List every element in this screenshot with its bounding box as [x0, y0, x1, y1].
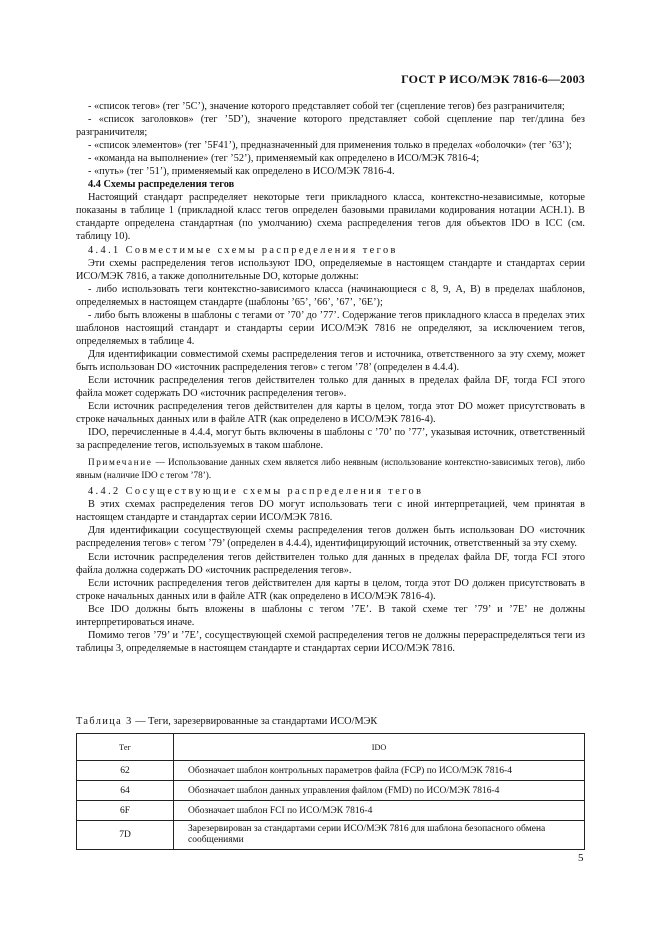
column-header-tag: Тег — [77, 734, 174, 761]
paragraph: Все IDO должны быть вложены в шаблоны с тегом ’7E’. В такой схеме тег ’79’ и ’7E’ не должны интерпретироваться иначе. — [76, 603, 585, 628]
paragraph: - «список тегов» (тег ’5C’), значение которого представляет собой тег (сцепление тегов) без разграничителя; — [88, 101, 565, 112]
reserved-tags-table — [76, 733, 585, 850]
paragraph: Для идентификации совместимой схемы распределения тегов и источника, ответственного за эту схему, может быть использован DO «источник распределения тегов» с тегом ’78’ (определен в 4.4.4). — [76, 348, 585, 373]
tag-cell: 62 — [77, 761, 174, 781]
ido-cell: Зарезервирован за стандартами серии ИСО/МЭК 7816 для шаблона безопасного обмена сообщениями — [174, 821, 585, 850]
note-text: — Использование данных схем является либо неявным (использование контекстно-зависимых тегов), либо явным (наличие IDO с тегом ’78’). — [76, 457, 586, 480]
paragraph: - «список заголовков» (тег ’5D’), значение которого представляет собой сцепление пар тег/длина без разграничителя; — [76, 114, 585, 139]
ido-cell: Обозначает шаблон FCI по ИСО/МЭК 7816-4 — [174, 801, 585, 821]
paragraph: - «команда на выполнение» (тег ’52’), применяемый как определено в ИСО/МЭК 7816-4; — [88, 153, 480, 165]
body-text — [76, 100, 585, 655]
paragraph: IDO, перечисленные в 4.4.4, могут быть включены в шаблоны с ’70’ по ’77’, указывая источник, ответственный за распределение тегов, используемых в таком шаблоне. — [76, 427, 585, 452]
ido-cell: Обозначает шаблон данных управления файлом (FMD) по ИСО/МЭК 7816-4 — [174, 781, 585, 801]
column-header-ido: IDO — [174, 734, 585, 761]
table-row — [77, 821, 585, 850]
paragraph: Если источник распределения тегов действителен для карты в целом, тогда этот DO должен присутствовать в строке начальных данных или в файле ATR (как определено в ИСО/МЭК 7816-4). — [76, 577, 585, 602]
ido-cell: Обозначает шаблон контрольных параметров файла (FCP) по ИСО/МЭК 7816-4 — [174, 761, 585, 781]
paragraph: - «путь» (тег ’51’), применяемый как определено в ИСО/МЭК 7816-4. — [88, 166, 395, 178]
document-header: ГОСТ Р ИСО/МЭК 7816-6—2003 — [401, 72, 585, 86]
section-heading-4-4-1: 4.4.1 Совместимые схемы распределения тегов — [88, 244, 398, 256]
tag-cell: 64 — [77, 781, 174, 801]
tag-cell: 7D — [77, 821, 174, 850]
paragraph: Если источник распределения тегов действителен для карты в целом, тогда этот DO может присутствовать в строке начальных данных или в файле ATR (как определено в ИСО/МЭК 7816-4). — [76, 401, 585, 426]
section-heading-4-4-2: 4.4.2 Сосуществующие схемы распределения тегов — [88, 486, 424, 498]
paragraph: В этих схемах распределения тегов DO могут использовать теги с иной интерпретацией, чем принятая в настоящем стандарте и стандартах серии ИСО/МЭК 7816. — [76, 499, 585, 524]
tag-cell: 6F — [77, 801, 174, 821]
table-caption-text: — Теги, зарезервированные за стандартами ИСО/МЭК — [132, 716, 378, 727]
table-caption-label: Таблица 3 — [76, 716, 133, 727]
table-caption — [76, 716, 377, 727]
paragraph: Если источник распределения тегов действителен только для данных в пределах файла DF, тогда FCI этого файла может содержать DO «источник распределения тегов». — [76, 374, 585, 400]
paragraph: Эти схемы распределения тегов используют IDO, определяемые в настоящем стандарте и стандартах серии ИСО/МЭК 7816, а также дополнительные DO, которые должны: — [76, 257, 585, 282]
page-number: 5 — [578, 852, 584, 864]
section-heading-4-4: 4.4 Схемы распределения тегов — [88, 179, 235, 191]
note-label: Примечание — [88, 457, 153, 468]
paragraph: Настоящий стандарт распределяет некоторые теги прикладного класса, контекстно-независимые, которые показаны в таблице 1 (прикладной класс тегов определен базовыми правилами кодирования нотации АСН.1). В стандарте определена стандартная (по умолчанию) схема распределения тегов для объектов IDO в ICC (см. таблицу 10). — [76, 192, 585, 243]
paragraph: - либо быть вложены в шаблоны с тегами от ’70’ до ’77’. Содержание тегов прикладного класса в пределах этих шаблонов настоящий стандарт и стандарты серии ИСО/МЭК 7816 не определяют, за исключением тегов, определяемых в таблице 4. — [76, 309, 585, 347]
paragraph: - либо использовать теги контекстно-зависимого класса (начинающиеся с 8, 9, A, B) в пределах шаблонов, определяемых в настоящем стандарте (шаблоны ’65’, ’66’, ’67’, ’6E’); — [76, 283, 585, 308]
table-header-row — [77, 734, 585, 761]
table-row — [77, 801, 585, 821]
paragraph: Если источник распределения тегов действителен только для данных в пределах файла DF, тогда FCI этого файла должна содержать DO «источник распределения тегов». — [76, 551, 585, 576]
note — [76, 456, 585, 481]
paragraph: Помимо тегов ’79’ и ’7E’, сосуществующей схемой распределения тегов не должны перераспределяться теги из таблицы 3, определяемые в настоящем стандарте и стандартах серии ИСО/МЭК 7816. — [76, 629, 585, 654]
table-row — [77, 761, 585, 781]
paragraph: Для идентификации сосуществующей схемы распределения тегов должен быть использован DO «источник распределения тегов» с тегом ’79’ (определен в 4.4.4), идентифицирующий источник, ответственный за эту схему. — [76, 525, 585, 550]
table-row — [77, 781, 585, 801]
paragraph: - «список элементов» (тег ’5F41’), предназначенный для применения только в пределах «оболочки» (тег ’63’); — [88, 140, 572, 152]
